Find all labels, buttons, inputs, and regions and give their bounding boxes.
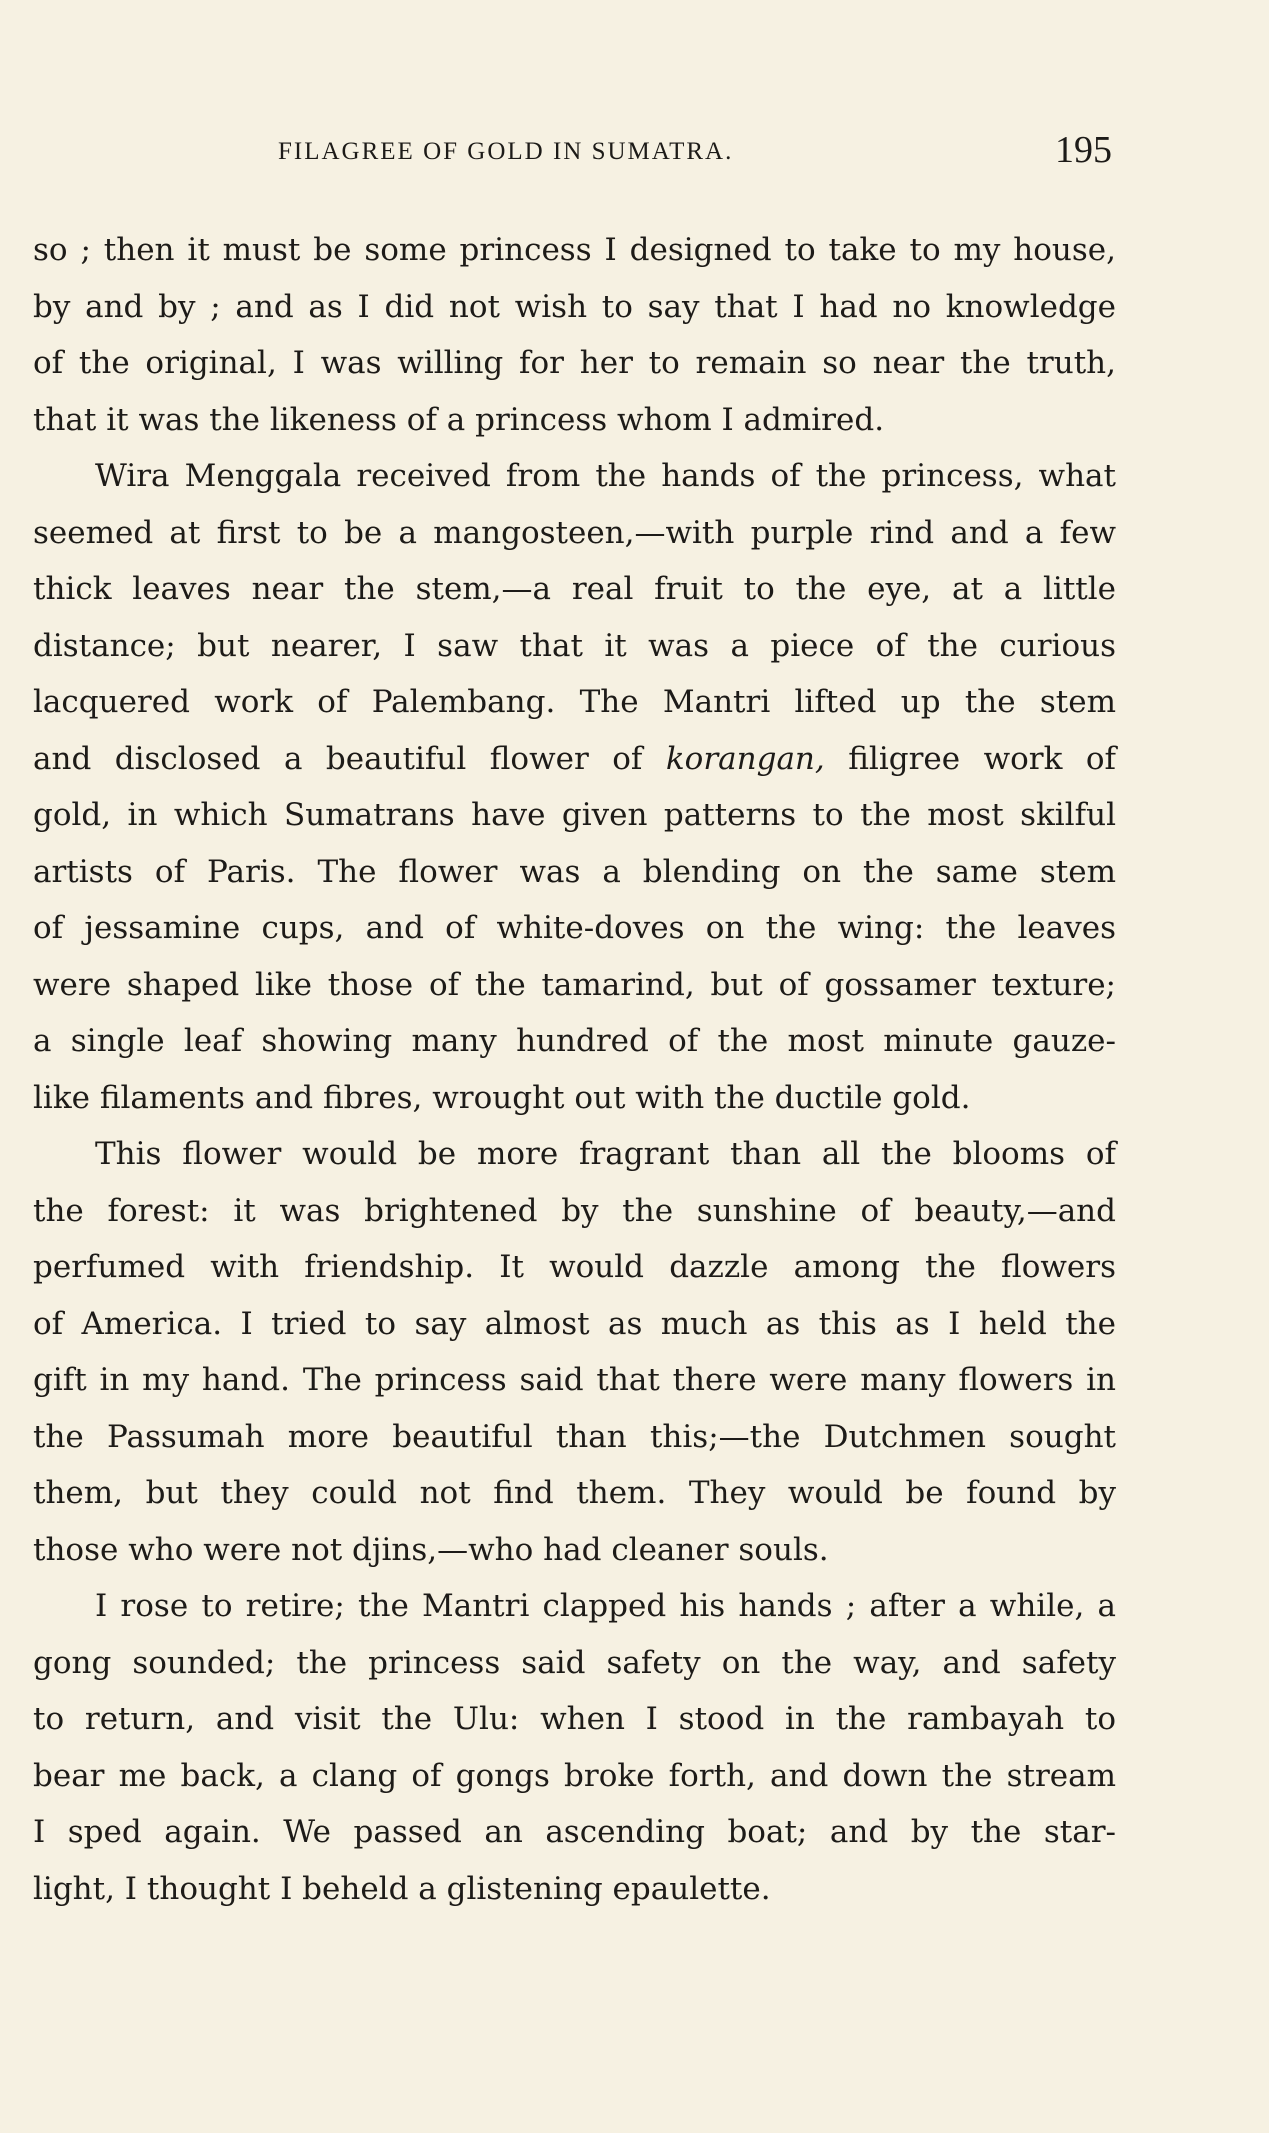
text-line: those who were not djins,—who had cleaner souls.: [33, 1531, 829, 1568]
text-fragment: and disclosed a beautiful flower of: [33, 740, 643, 777]
text-line: [33, 731, 1116, 788]
page-number: 195: [1055, 129, 1112, 171]
text-line: perfumed with friendship. It would dazzle among the flowers: [33, 1249, 1116, 1285]
text-line: Wira Menggala received from the hands of the princess, what: [95, 458, 1116, 494]
text-line: were shaped like those of the tamarind, but of gossamer texture;: [33, 966, 1116, 1003]
text-line: of jessamine cups, and of white-doves on the wing: the leaves: [33, 910, 1116, 946]
text-line: like filaments and fibres, wrought out with the ductile gold.: [33, 1079, 971, 1116]
text-line: the Passumah more beautiful than this;—the Dutchmen sought: [33, 1418, 1116, 1455]
text-line: of the original, I was willing for her to remain so near the truth,: [33, 345, 1116, 381]
text-line: a single leaf showing many hundred of the most minute gauze-: [33, 1023, 1116, 1059]
text-line: light, I thought I beheld a glistening epaulette.: [33, 1870, 771, 1907]
text-line: the forest: it was brightened by the sunshine of beauty,—and: [33, 1192, 1116, 1229]
running-head: [30, 128, 1112, 178]
text-line: gold, in which Sumatrans have given patterns to the most skilful: [33, 797, 1116, 833]
text-line: that it was the likeness of a princess whom I admired.: [33, 401, 885, 438]
text-line: to return, and visit the Ulu: when I stood in the rambayah to: [33, 1701, 1116, 1737]
text-line: thick leaves near the stem,—a real fruit to the eye, at a little: [33, 571, 1116, 607]
text-line: so ; then it must be some princess I designed to take to my house,: [33, 232, 1116, 268]
text-line: lacquered work of Palembang. The Mantri lifted up the stem: [33, 684, 1116, 720]
text-line: I sped again. We passed an ascending boat; and by the star-: [33, 1814, 1116, 1850]
text-line: artists of Paris. The flower was a blending on the same stem: [33, 853, 1116, 890]
text-line: distance; but nearer, I saw that it was a piece of the curious: [33, 627, 1116, 664]
text-line: gong sounded; the princess said safety on the way, and safety: [33, 1644, 1116, 1681]
text-line: seemed at first to be a mangosteen,—with purple rind and a few: [33, 514, 1116, 551]
text-line: them, but they could not find them. They would be found by: [33, 1475, 1116, 1511]
body-text: [33, 222, 1116, 1917]
text-line: This flower would be more fragrant than all the blooms of: [95, 1136, 1116, 1172]
text-fragment: filigree work of: [848, 740, 1117, 777]
text-line: by and by ; and as I did not wish to say that I had no knowledge: [33, 288, 1116, 325]
running-title: FILAGREE OF GOLD IN SUMATRA.: [278, 138, 734, 165]
text-line: gift in my hand. The princess said that there were many flowers in: [33, 1362, 1116, 1398]
text-line: bear me back, a clang of gongs broke forth, and down the stream: [33, 1757, 1116, 1794]
text-line: I rose to retire; the Mantri clapped his hands ; after a while, a: [95, 1588, 1116, 1624]
italic-word: korangan,: [665, 740, 825, 777]
text-line: of America. I tried to say almost as much as this as I held the: [33, 1305, 1116, 1342]
